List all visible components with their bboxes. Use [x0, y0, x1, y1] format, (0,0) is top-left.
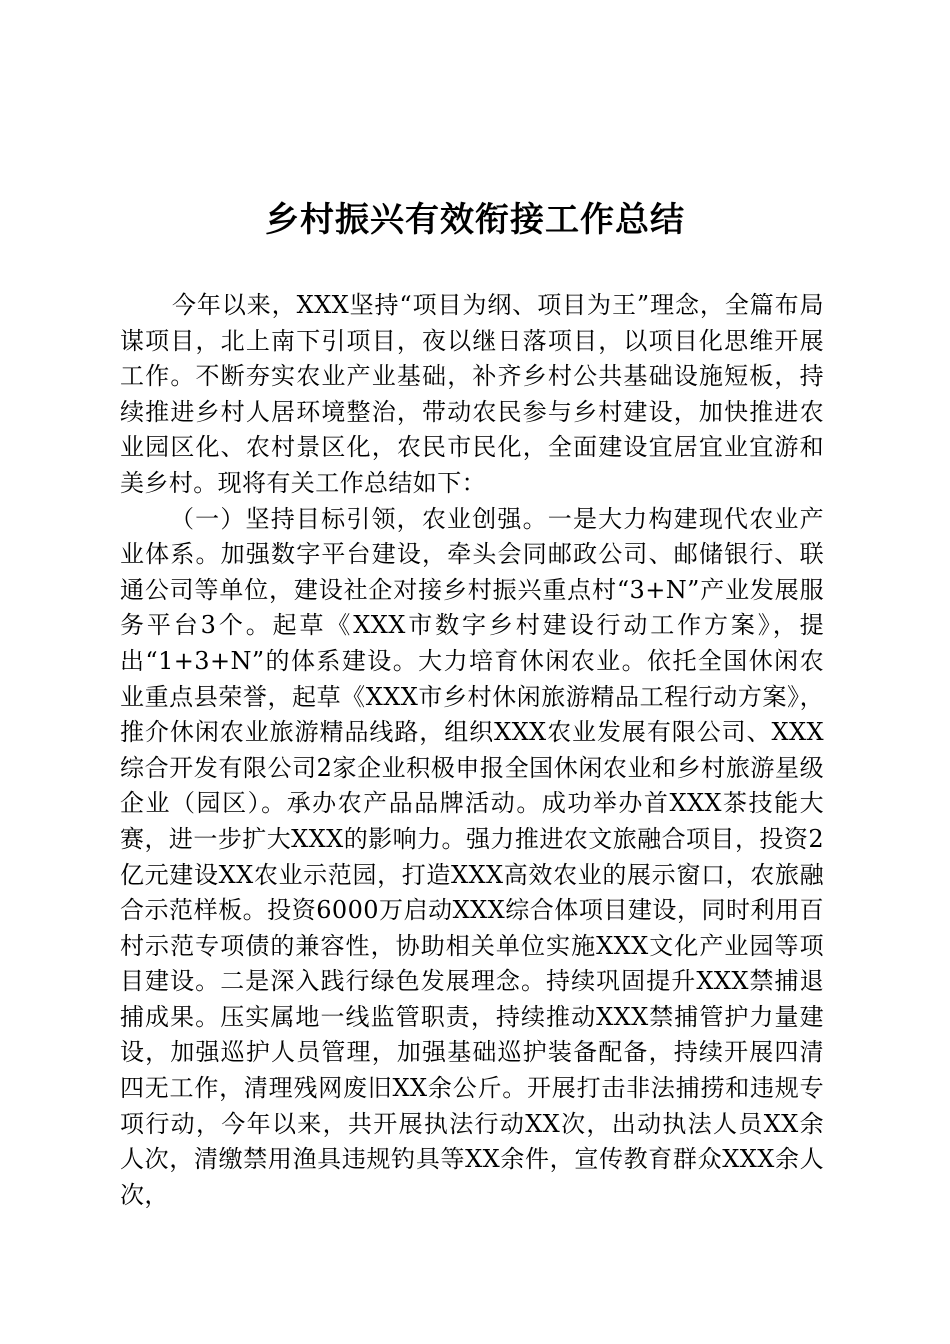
intro-paragraph: 今年以来，XXX坚持“项目为纲、项目为王”理念，全篇布局谋项目，北上南下引项目，夜以继日落项目，以项目化思维开展工作。不断夯实农业产业基础，补齐乡村公共基础设施短板，持续推进乡村人居环境整治，带动农民参与乡村建设，加快推进农业园区化、农村景区化，农民市民化，全面建设宜居宜业宜游和美乡村。现将有关工作总结如下：	[120, 291, 824, 497]
document-body	[120, 288, 824, 1213]
section-one-paragraph: （一）坚持目标引领，农业创强。一是大力构建现代农业产业体系。加强数字平台建设，牵头会同邮政公司、邮储银行、联通公司等单位，建设社企对接乡村振兴重点村“3+N”产业发展服务平台3个。起草《XXX市数字乡村建设行动工作方案》，提出“1+3+N”的体系建设。大力培育休闲农业。依托全国休闲农业重点县荣誉，起草《XXX市乡村休闲旅游精品工程行动方案》，推介休闲农业旅游精品线路，组织XXX农业发展有限公司、XXX综合开发有限公司2家企业积极申报全国休闲农业和乡村旅游星级企业（园区）。承办农产品品牌活动。成功举办首XXX茶技能大赛，进一步扩大XXX的影响力。强力推进农文旅融合项目，投资2亿元建设XX农业示范园，打造XXX高效农业的展示窗口，农旅融合示范样板。投资6000万启动XXX综合体项目建设，同时利用百村示范专项债的兼容性，协助相关单位实施XXX文化产业园等项目建设。二是深入践行绿色发展理念。持续巩固提升XXX禁捕退捕成果。压实属地一线监管职责，持续推动XXX禁捕管护力量建设，加强巡护人员管理，加强基础巡护装备配备，持续开展四清四无工作，清理残网废旧XX余公斤。开展打击非法捕捞和违规专项行动，今年以来，共开展执法行动XX次，出动执法人员XX余人次，清缴禁用渔具违规钓具等XX余件，宣传教育群众XXX余人次，	[120, 504, 824, 1209]
document-title: 乡村振兴有效衔接工作总结	[265, 200, 685, 240]
